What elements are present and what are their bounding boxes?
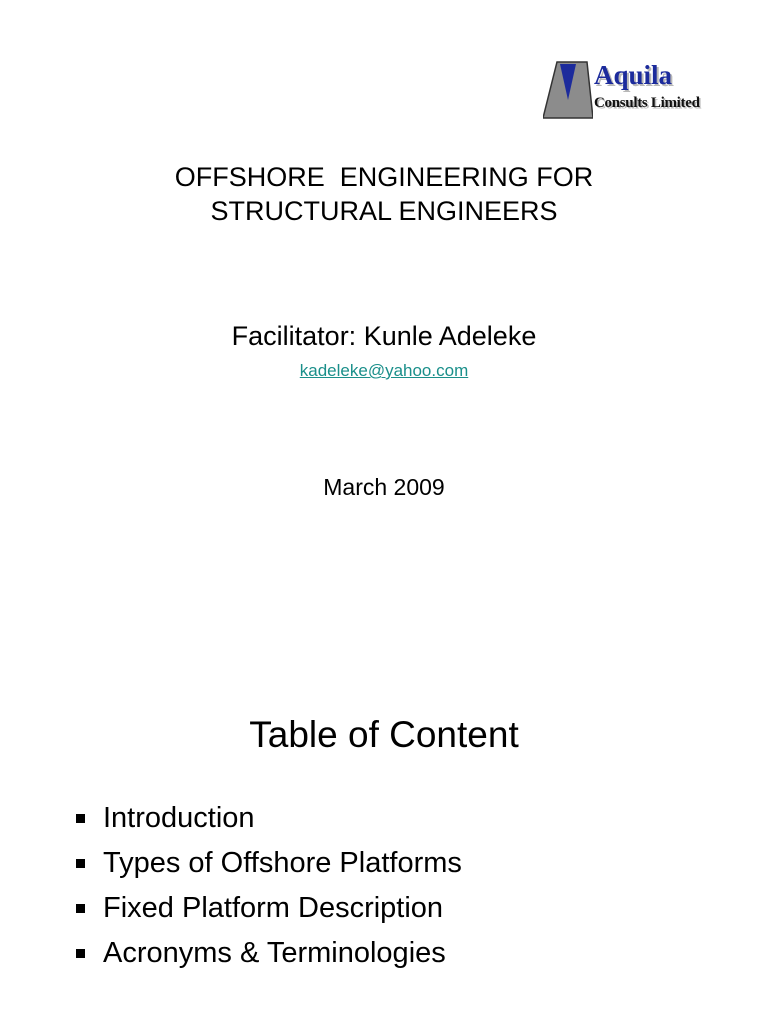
email-link[interactable]: kadeleke@yahoo.com (299, 361, 469, 380)
email-container (0, 360, 768, 382)
logo-mark-icon (543, 60, 593, 122)
square-bullet-icon (76, 814, 85, 823)
toc-item-label: Types of Offshore Platforms (103, 847, 462, 879)
toc-heading: Table of Content (249, 714, 519, 755)
toc-item-label: Acronyms & Terminologies (103, 937, 446, 969)
logo-subtitle: Consults Limited (594, 95, 700, 111)
title-line-2: STRUCTURAL ENGINEERS (210, 196, 558, 226)
square-bullet-icon (76, 949, 85, 958)
company-logo (543, 60, 708, 122)
toc-item-label: Introduction (103, 802, 255, 834)
document-title (0, 160, 768, 228)
toc-item (76, 931, 716, 976)
document-date: March 2009 (323, 474, 445, 500)
square-bullet-icon (76, 859, 85, 868)
toc-item (76, 886, 716, 931)
toc-list (76, 796, 716, 976)
title-line-1: OFFSHORE ENGINEERING FOR (174, 162, 594, 192)
facilitator-text: Facilitator: Kunle Adeleke (231, 321, 537, 351)
toc-item (76, 841, 716, 886)
toc-item (76, 796, 716, 841)
square-bullet-icon (76, 904, 85, 913)
logo-name: Aquila (594, 60, 673, 90)
toc-item-label: Fixed Platform Description (103, 892, 444, 924)
